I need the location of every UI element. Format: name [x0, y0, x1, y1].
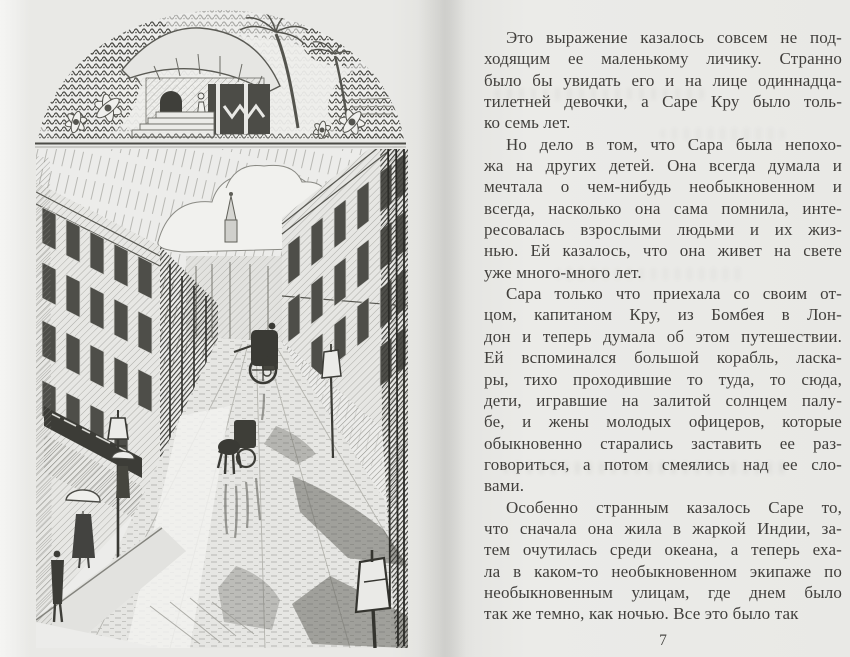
- text-line: Сара только что приехала со своим от-: [506, 284, 842, 304]
- text-line: тилетней девочки, а Саре Кру было толь-: [484, 92, 842, 112]
- text-line: дон и теперь думала об этом путешествии.: [484, 326, 842, 346]
- text-line: жа на других детей. Она всегда думала и: [484, 156, 842, 176]
- text-line: дети, игравшие на залитой солнцем палу-: [484, 390, 842, 410]
- text-line: было бы увидать его и на лице одиннадца-: [484, 70, 842, 90]
- text-line: всегда, насколько она сама помнила, инте-: [484, 198, 842, 218]
- text-block: [484, 27, 842, 625]
- text-line: обыкновенно старались заставить ее раз-: [484, 433, 842, 453]
- text-line: ла в каком-то необыкновенном экипаже по: [484, 561, 842, 581]
- text-line: бе, и жены молодых офицеров, которые: [484, 412, 842, 432]
- text-line: Это выражение казалось совсем не под-: [506, 28, 842, 47]
- tropical-vignette: [30, 6, 416, 152]
- text-line: тем очутилась среди океана, а теперь еха-: [484, 540, 842, 560]
- page-number: 7: [659, 632, 667, 649]
- text-line: уже много-много лет.: [484, 262, 642, 282]
- text-line: так же темно, как ночью. Все это было так: [484, 604, 799, 624]
- text-line: необыкновенным улицам, где днем было: [484, 582, 842, 602]
- text-line: Ей вспоминался большой корабль, ласка-: [484, 348, 842, 368]
- text-line: ходящим ее маленькому личику. Странно: [484, 49, 842, 69]
- text-line: Особенно странным казалось Саре то,: [506, 497, 842, 517]
- engraving-svg: [30, 6, 420, 651]
- book-illustration: [30, 6, 420, 651]
- text-line: ресовалась взрослыми людьми и их жиз-: [484, 220, 842, 240]
- text-line: ры, тихо проходившие то туда, то сюда,: [484, 369, 842, 389]
- street-scene: [36, 94, 408, 648]
- text-line: цом, капитаном Кру, из Бомбея в Лон-: [484, 305, 842, 325]
- text-line: говориться, а потом смеялись над ее сло-: [484, 454, 842, 474]
- right-page: [425, 0, 850, 657]
- left-edge-streaks: [36, 156, 52, 648]
- text-line: что сначала она жила в жаркой Индии, за-: [484, 518, 842, 538]
- text-line: ко семь лет.: [484, 113, 571, 133]
- text-line: вами.: [484, 476, 525, 496]
- text-line: нью. Ей казалось, что она живет на свете: [484, 241, 842, 261]
- text-line: мечтала о чем-нибудь необыкновенном и: [484, 177, 842, 197]
- vignette-divider: [35, 143, 406, 148]
- text-line: Но дело в том, что Сара была непохо-: [506, 134, 842, 154]
